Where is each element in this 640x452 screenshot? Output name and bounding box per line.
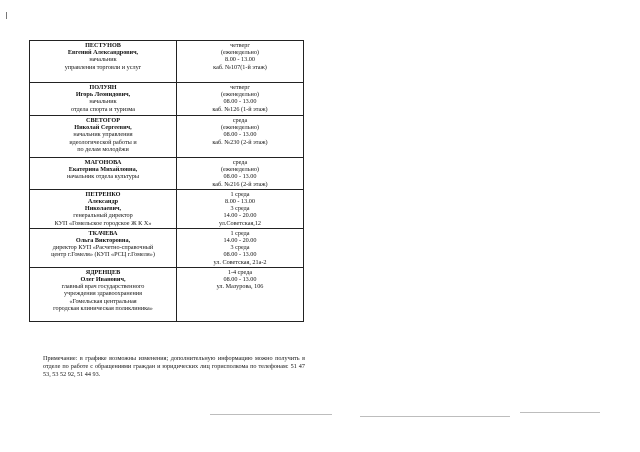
official-fullname: Николай Сергеевич, bbox=[74, 124, 132, 132]
schedule-row bbox=[30, 158, 304, 190]
official-position: директор КУП «Расчетно-справочный центр г.Гомеля» (КУП «РСЦ г.Гомеля») bbox=[51, 244, 155, 259]
official-fullname: Олег Иванович, bbox=[80, 276, 126, 284]
official-surname: ПЕСТУНОВ bbox=[85, 42, 121, 49]
reception-time-cell bbox=[177, 41, 304, 83]
schedule-row bbox=[30, 228, 304, 267]
official-fullname: Игорь Леонидович, bbox=[75, 91, 131, 99]
reception-time-cell bbox=[177, 228, 304, 267]
schedule-note: Примечание: в графике возможны изменения; дополнительную информацию можно получить в отделе по работе с обращениями граждан и юридических лиц горисполкома по телефонам: 51 47 53, 53 52 92, 51 44 93. bbox=[43, 355, 305, 379]
official-position: начальник отдела культуры bbox=[66, 173, 140, 181]
reception-time: 1 среда 14.00 - 20.00 3 среда 08.00 - 13.00 ул. Советская, 21а-2 bbox=[213, 229, 267, 266]
reception-time-cell bbox=[177, 158, 304, 190]
official-cell bbox=[30, 228, 177, 267]
reception-schedule-table bbox=[29, 40, 304, 322]
scan-artifact-line bbox=[360, 416, 510, 417]
official-fullname: Евгений Александрович, bbox=[67, 49, 139, 57]
official-surname: МАГОНОВА bbox=[84, 159, 122, 166]
official-cell bbox=[30, 189, 177, 228]
official-surname: СВЕТОГОР bbox=[86, 117, 120, 124]
reception-time: 1 среда 8.00 - 13.00 3 среда 14.00 - 20.00 ул.Советская,12 bbox=[218, 190, 262, 227]
official-surname: ПЕТРЕНКО bbox=[85, 190, 121, 198]
scan-mark bbox=[6, 12, 7, 19]
reception-time: четверг (еженедельно) 8.00 - 13.00 каб. №107(1-й этаж) bbox=[213, 42, 267, 71]
official-position: генеральный директор КУП «Гомельское городское Ж К Х» bbox=[54, 212, 152, 227]
scan-artifact-line bbox=[210, 414, 332, 415]
reception-time-cell bbox=[177, 189, 304, 228]
official-surname: ЯДРЕНЦЕВ bbox=[85, 268, 121, 276]
official-surname: ПОЛУЯН bbox=[89, 84, 117, 91]
official-cell bbox=[30, 116, 177, 158]
official-fullname: Ольга Викторовна, bbox=[75, 237, 131, 245]
schedule-row bbox=[30, 41, 304, 83]
schedule-row bbox=[30, 267, 304, 321]
reception-time: среда (еженедельно) 08.00 - 13.00 каб. №230 (2-й этаж) bbox=[212, 117, 268, 146]
reception-time-cell bbox=[177, 267, 304, 321]
official-cell bbox=[30, 83, 177, 116]
scan-artifact-line bbox=[520, 412, 600, 413]
reception-time-cell bbox=[177, 83, 304, 116]
schedule-row bbox=[30, 116, 304, 158]
official-position: главный врач государственного учреждения здравоохранения «Гомельская центральная городская клиническая поликлиника» bbox=[53, 283, 153, 312]
official-cell bbox=[30, 267, 177, 321]
official-fullname: Александр Николаевич, bbox=[84, 198, 122, 213]
official-fullname: Екатерина Михайловна, bbox=[68, 166, 138, 174]
schedule-row bbox=[30, 83, 304, 116]
reception-time-cell bbox=[177, 116, 304, 158]
schedule-row bbox=[30, 189, 304, 228]
official-surname: ТКАЧЕВА bbox=[88, 229, 118, 237]
reception-time: среда (еженедельно) 08.00 - 13.00 каб. №216 (2-й этаж) bbox=[212, 159, 268, 188]
official-cell bbox=[30, 158, 177, 190]
official-position: начальник отдела спорта и туризма bbox=[70, 98, 136, 113]
reception-time: 1-4 среда 08.00 - 13.00 ул. Мазурова, 106 bbox=[216, 268, 264, 291]
official-position: начальник управления идеологической работы и по делам молодёжи bbox=[69, 131, 137, 153]
reception-time: четверг (еженедельно) 08.00 - 13.00 каб. №126 (1-й этаж) bbox=[212, 84, 268, 113]
official-cell bbox=[30, 41, 177, 83]
official-position: начальник управления торговли и услуг bbox=[64, 56, 142, 71]
